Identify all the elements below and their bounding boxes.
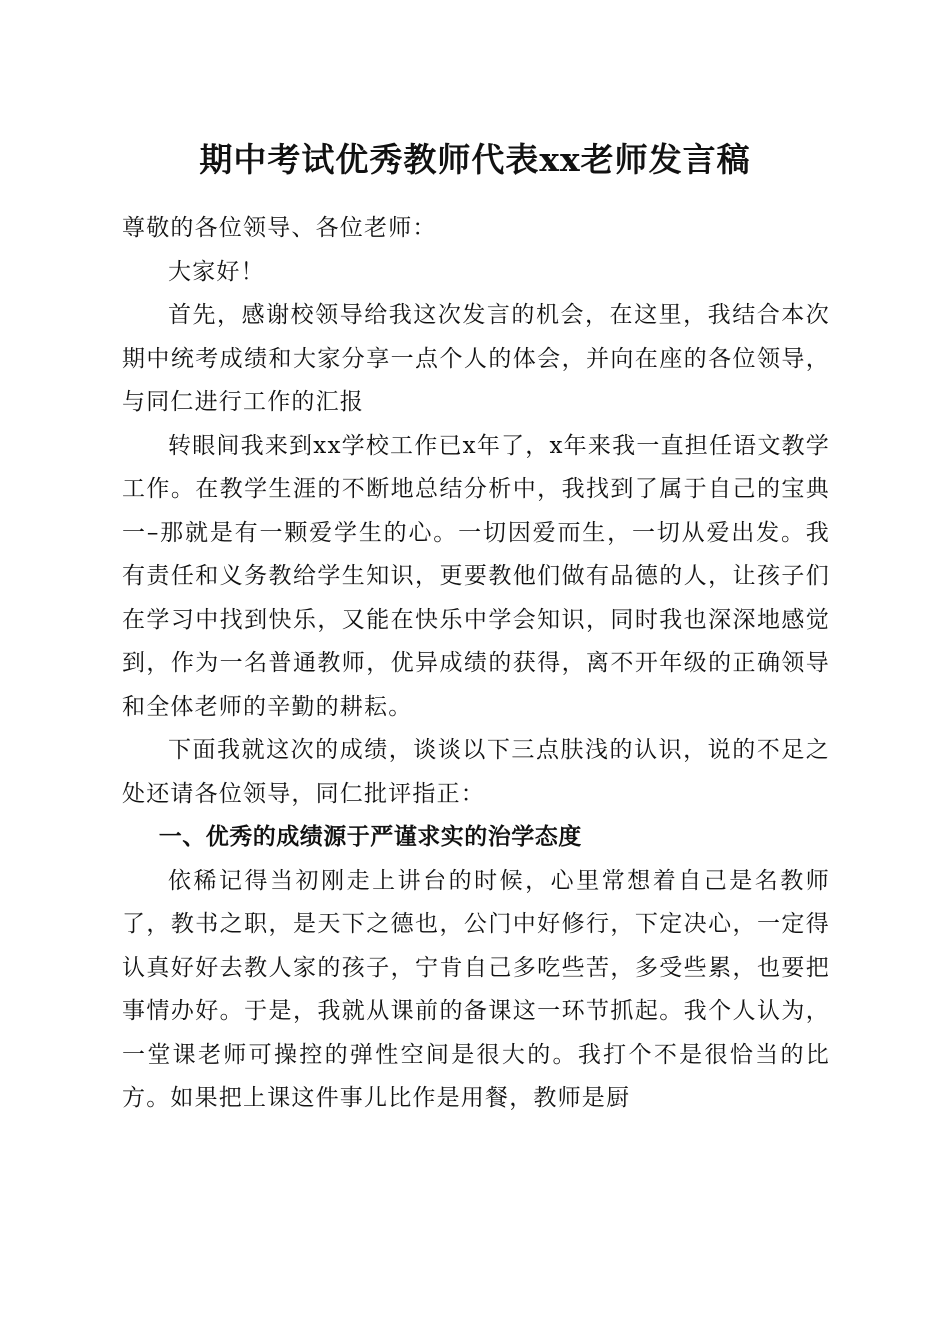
section-heading-1: 一、优秀的成绩源于严谨求实的治学态度 <box>158 824 582 850</box>
greeting: 大家好！ <box>168 258 265 285</box>
salutation: 尊敬的各位领导、各位老师： <box>122 215 437 241</box>
paragraph-intro: 首先，感谢校领导给我这次发言的机会，在这里，我结合本次期中统考成绩和大家分享一点个人的体会，并向在座的各位领导，与同仁进行工作的汇报 <box>122 302 830 415</box>
document-body <box>122 207 830 1121</box>
document-title: 期中考试优秀教师代表xx老师发言稿 <box>199 140 751 179</box>
paragraph-transition: 下面我就这次的成绩，谈谈以下三点肤浅的认识，说的不足之处还请各位领导，同仁批评指正： <box>122 737 830 807</box>
paragraph-experience: 转眼间我来到xx学校工作已x年了，x年来我一直担任语文教学工作。在教学生涯的不断地总结分析中，我找到了属于自己的宝典一–那就是有一颗爱学生的心。一切因爱而生，一切从爱出发。我有责任和义务教给学生知识，更要教他们做有品德的人，让孩子们在学习中找到快乐，又能在快乐中学会知识，同时我也深深地感觉到，作为一名普通教师，优异成绩的获得，离不开年级的正确领导和全体老师的辛勤的耕耘。 <box>122 432 830 720</box>
section-1-paragraph: 依稀记得当初刚走上讲台的时候，心里常想着自己是名教师了，教书之职，是天下之德也，公门中好修行，下定决心，一定得认真好好去教人家的孩子，宁肯自己多吃些苦，多受些累，也要把事情办好。于是，我就从课前的备课这一环节抓起。我个人认为，一堂课老师可操控的弹性空间是很大的。我打个不是很恰当的比方。如果把上课这件事儿比作是用餐，教师是厨 <box>122 867 830 1111</box>
